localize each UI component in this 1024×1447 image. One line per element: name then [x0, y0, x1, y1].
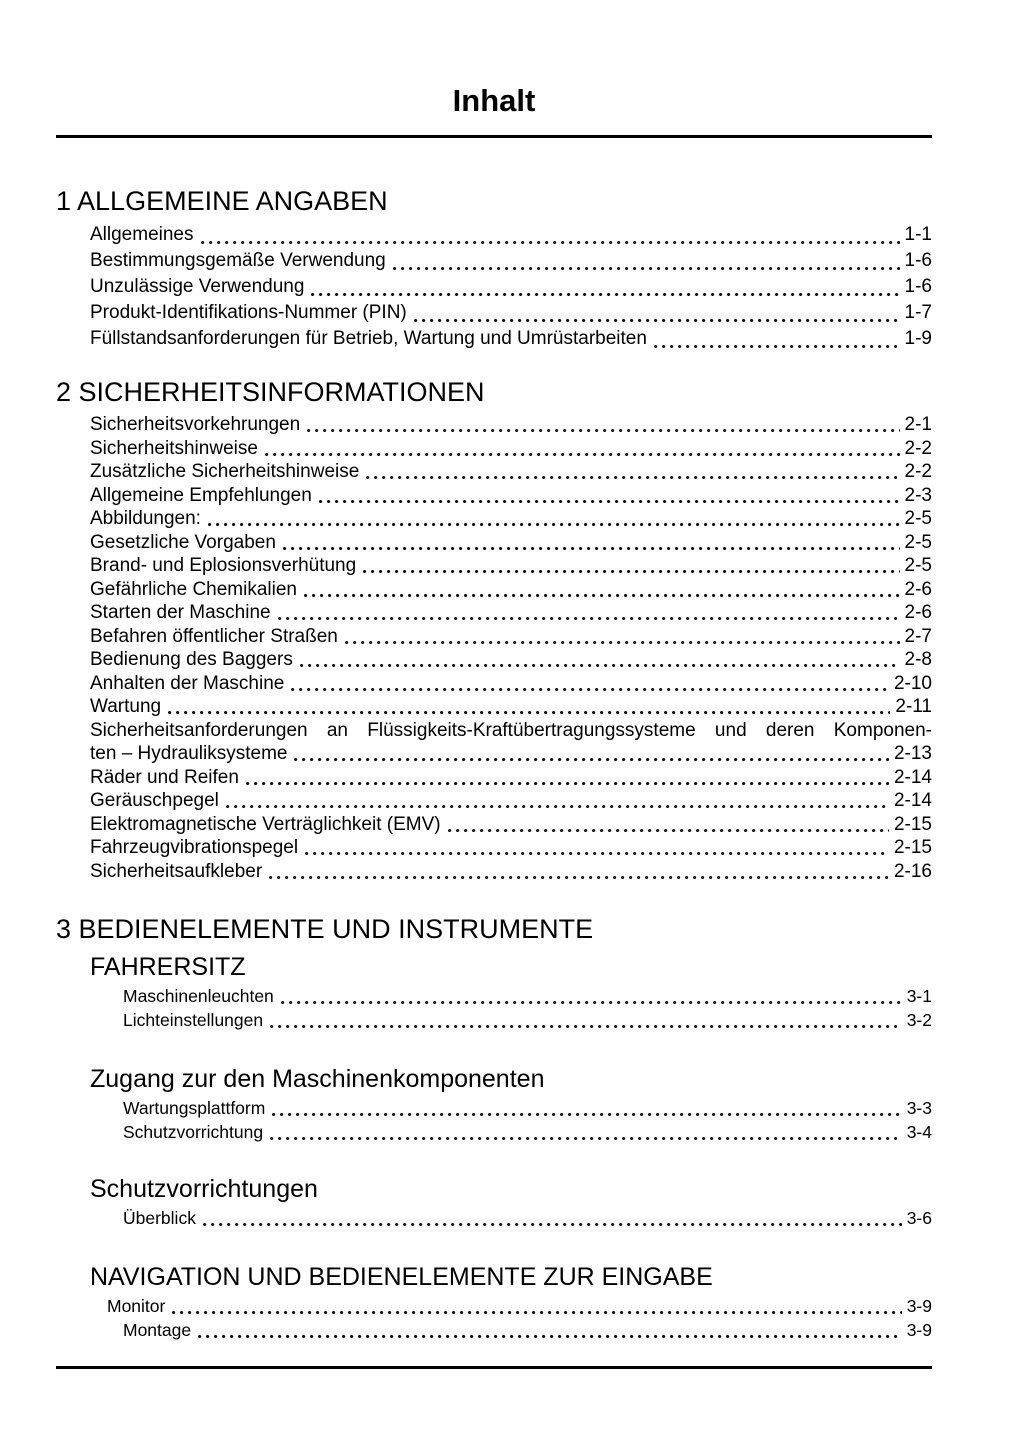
toc-entry-label: Gesetzliche Vorgaben — [90, 531, 276, 553]
toc-entry-page: 2-5 — [904, 555, 932, 576]
toc-entry-page: 2-14 — [893, 766, 932, 788]
toc-entry-label: Allgemeine Empfehlungen — [90, 484, 312, 506]
toc-entry — [56, 222, 932, 248]
toc-entry-label: Produkt-Identifikations-Nummer (PIN) — [90, 302, 407, 323]
toc-entry — [56, 984, 932, 1008]
chapter-section — [56, 376, 932, 883]
toc-entry-label: ten – Hydrauliksysteme — [90, 743, 288, 764]
toc-entry-page: 3-3 — [906, 1098, 932, 1118]
toc-entry-page: 3-4 — [906, 1122, 932, 1142]
subsection — [56, 1064, 932, 1144]
toc-entry-label: Überblick — [123, 1208, 196, 1228]
toc-entry-page: 2-1 — [904, 414, 932, 435]
chapter-section — [56, 185, 932, 352]
toc-entry-label: Gefährliche Chemikalien — [90, 578, 297, 600]
toc-entry — [56, 813, 932, 837]
dot-leader — [294, 758, 889, 761]
dot-leader — [203, 1223, 902, 1226]
toc-entry-label: Allgemeines — [90, 224, 194, 245]
dot-leader — [448, 829, 889, 832]
toc-entry — [56, 836, 932, 860]
toc-entry — [56, 695, 932, 719]
toc-content — [56, 0, 932, 1342]
dot-leader — [172, 1311, 901, 1314]
toc-entry-label: Lichteinstellungen — [123, 1010, 264, 1030]
toc-entry-label: Sicherheitsvorkehrungen — [90, 414, 301, 435]
dot-leader — [270, 1025, 902, 1028]
subsection-heading: Zugang zur den Maschinenkomponenten — [90, 1065, 545, 1093]
dot-leader — [654, 345, 900, 348]
toc-entry-label: Wartungsplattform — [123, 1098, 266, 1118]
toc-entry-page: 2-2 — [904, 437, 932, 459]
dot-leader — [345, 641, 900, 644]
toc-entry-label: Räder und Reifen — [90, 766, 239, 788]
toc-entry — [56, 1008, 932, 1032]
toc-entry — [56, 326, 932, 352]
toc-entry-page: 2-13 — [893, 743, 932, 764]
toc-list — [56, 185, 932, 1342]
toc-entry — [56, 789, 932, 813]
toc-entry-page: 1-7 — [904, 302, 932, 323]
toc-entry — [56, 1318, 932, 1342]
dot-leader — [305, 852, 889, 855]
dot-leader — [265, 453, 900, 456]
toc-entry-label: Anhalten der Maschine — [90, 672, 285, 694]
toc-entry — [56, 248, 932, 274]
toc-entry — [56, 860, 932, 884]
chapter-heading: 1 ALLGEMEINE ANGABEN — [56, 186, 388, 216]
toc-entry — [56, 554, 932, 578]
toc-entry — [56, 672, 932, 696]
chapter-heading: 3 BEDIENELEMENTE UND INSTRUMENTE — [56, 914, 594, 944]
subsection-heading: FAHRERSITZ — [90, 953, 246, 981]
toc-entry-page: 2-14 — [893, 790, 932, 811]
dot-leader — [393, 267, 900, 270]
toc-entry — [56, 625, 932, 649]
toc-entry-page: 2-6 — [904, 602, 932, 623]
toc-entry-page: 3-1 — [906, 986, 932, 1006]
toc-entry-page: 2-8 — [904, 649, 932, 670]
dot-leader — [168, 711, 890, 714]
toc-entry-label: Sicherheitshinweise — [90, 437, 258, 459]
toc-entry-page: 3-2 — [906, 1010, 932, 1030]
toc-entry-page: 3-6 — [906, 1208, 932, 1228]
toc-entry-label: Geräuschpegel — [90, 790, 219, 811]
toc-entry — [56, 507, 932, 531]
toc-entry-label: Brand- und Eplosionsverhütung — [90, 555, 357, 576]
toc-entry-page: 2-7 — [904, 625, 932, 647]
toc-entry — [56, 274, 932, 300]
toc-entry — [56, 1120, 932, 1144]
toc-entry — [56, 1294, 932, 1318]
toc-entry — [56, 578, 932, 602]
toc-entry-label: Schutzvorrichtung — [123, 1122, 264, 1142]
dot-leader — [283, 547, 900, 550]
toc-entry-page: 1-1 — [904, 224, 932, 245]
toc-entry-label: Füllstandsanforderungen für Betrieb, Wartung und Umrüstarbeiten — [90, 328, 647, 349]
toc-entry-page: 3-9 — [906, 1320, 932, 1340]
dot-leader — [281, 1001, 902, 1004]
dot-leader — [311, 293, 899, 296]
dot-leader — [201, 241, 900, 244]
toc-entry-label: Montage — [123, 1320, 192, 1340]
toc-entry — [56, 460, 932, 484]
toc-entry — [56, 601, 932, 625]
toc-entry — [56, 437, 932, 461]
header-rule — [56, 135, 932, 138]
toc-entry — [56, 413, 932, 437]
subsection — [56, 952, 932, 1032]
dot-leader — [304, 594, 900, 597]
toc-entry-page: 2-5 — [904, 531, 932, 553]
toc-entry-label: Unzulässige Verwendung — [90, 276, 305, 297]
subsection-heading: Schutzvorrichtungen — [90, 1175, 318, 1203]
toc-entry-label: Fahrzeugvibrationspegel — [90, 837, 299, 858]
dot-leader — [300, 664, 900, 667]
subsection — [56, 1174, 932, 1230]
toc-entry-page: 2-6 — [904, 578, 932, 600]
chapter-section — [56, 913, 932, 1342]
toc-entry-page: 2-2 — [904, 461, 932, 482]
toc-entry — [56, 1096, 932, 1120]
toc-entry-label: Abbildungen: — [90, 508, 201, 529]
toc-entry-label: Wartung — [90, 696, 162, 717]
toc-entry — [56, 648, 932, 672]
toc-entry-label: Maschinenleuchten — [123, 986, 274, 1006]
toc-entry — [56, 484, 932, 508]
toc-entry-page: 2-3 — [904, 484, 932, 506]
dot-leader — [272, 1113, 901, 1116]
toc-entry — [56, 742, 932, 766]
subsection — [56, 1262, 932, 1342]
toc-entry-label: Monitor — [107, 1296, 166, 1316]
toc-entry-page: 2-15 — [893, 813, 932, 835]
subsection-heading: NAVIGATION UND BEDIENELEMENTE ZUR EINGABE — [90, 1263, 713, 1291]
toc-entry-page: 1-6 — [904, 250, 932, 271]
toc-entry-page: 1-9 — [904, 328, 932, 349]
toc-entry-label: Bestimmungsgemäße Verwendung — [90, 250, 386, 271]
dot-leader — [278, 617, 900, 620]
toc-entry-label: Zusätzliche Sicherheitshinweise — [90, 461, 360, 482]
toc-entry-label: Elektromagnetische Verträglichkeit (EMV) — [90, 813, 441, 835]
toc-entry-page: 2-5 — [904, 508, 932, 529]
toc-entry — [56, 766, 932, 790]
dot-leader — [363, 570, 899, 573]
toc-entry-wrap-line: Sicherheitsanforderungen an Flüssigkeits-Kraftübertragungssysteme und deren Komponen- — [90, 719, 932, 741]
dot-leader — [198, 1335, 902, 1338]
dot-leader — [291, 688, 889, 691]
toc-entry — [56, 300, 932, 326]
dot-leader — [246, 782, 889, 785]
toc-entry-label: Bedienung des Baggers — [90, 649, 293, 670]
dot-leader — [366, 476, 899, 479]
toc-entry-label: Starten der Maschine — [90, 602, 271, 623]
toc-entry — [56, 1206, 932, 1230]
toc-entry-page: 2-16 — [893, 860, 932, 882]
chapter-heading: 2 SICHERHEITSINFORMATIONEN — [56, 377, 485, 407]
dot-leader — [269, 876, 889, 879]
toc-entry — [56, 531, 932, 555]
page-title: Inhalt — [452, 83, 536, 118]
toc-entry-label: Befahren öffentlicher Straßen — [90, 625, 338, 647]
toc-entry-page: 1-6 — [904, 276, 932, 297]
toc-entry-label: Sicherheitsaufkleber — [90, 860, 263, 882]
toc-entry-page: 2-11 — [895, 696, 932, 717]
dot-leader — [208, 523, 900, 526]
dot-leader — [270, 1137, 902, 1140]
footer-rule — [56, 1366, 932, 1369]
dot-leader — [414, 319, 900, 322]
dot-leader — [226, 805, 889, 808]
toc-entry-page: 3-9 — [906, 1296, 932, 1316]
toc-entry-page: 2-15 — [893, 837, 932, 858]
dot-leader — [307, 429, 899, 432]
toc-entry-page: 2-10 — [893, 672, 932, 694]
dot-leader — [319, 500, 900, 503]
